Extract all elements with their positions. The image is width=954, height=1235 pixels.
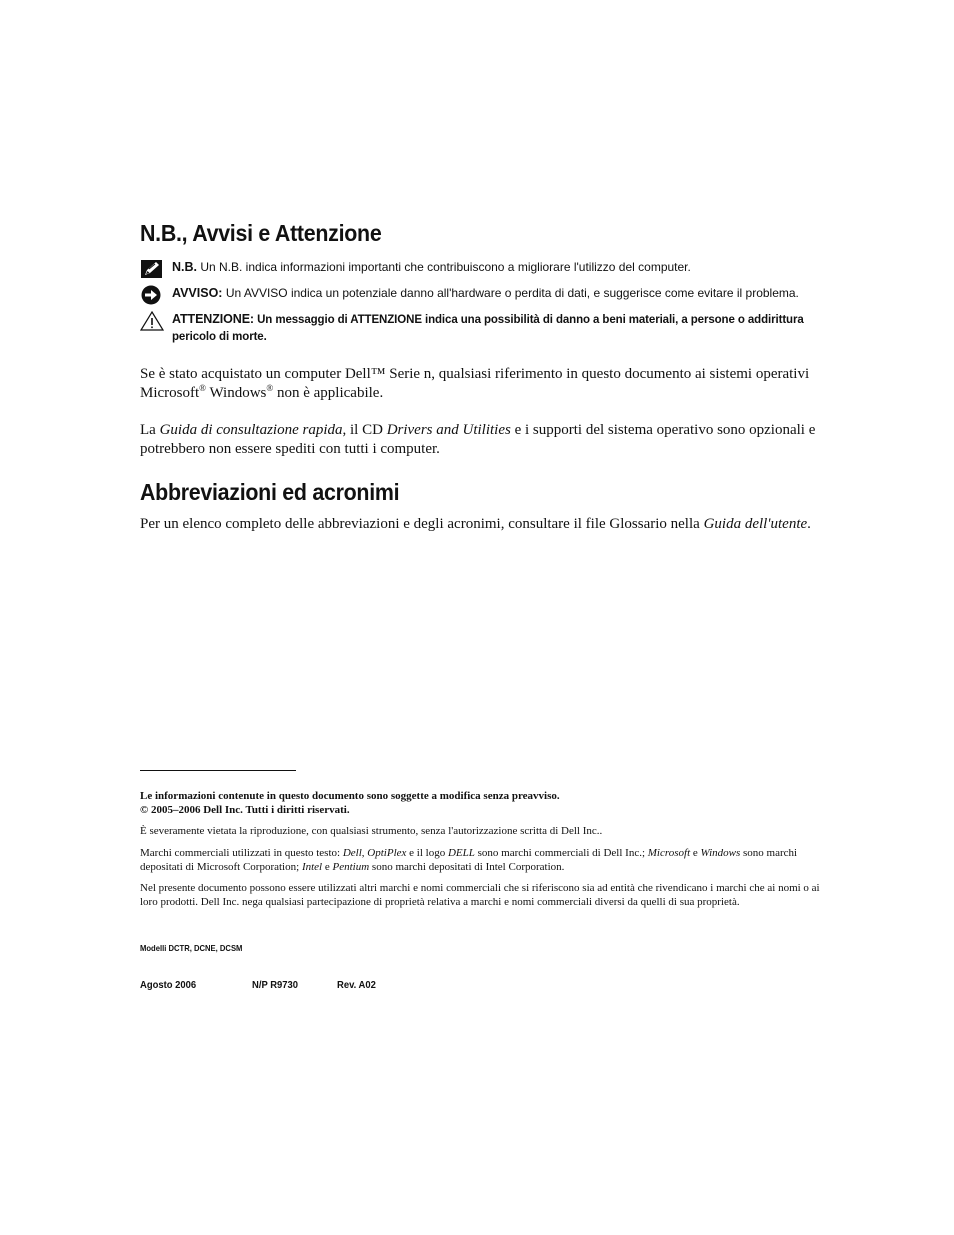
quick-reference-guide-title: Guida di consultazione rapida	[159, 422, 343, 438]
avviso-text: Un AVVISO indica un potenziale danno all'hardware o perdita di dati, e suggerisce come evitare il problema.	[222, 286, 799, 300]
user-guide-title: Guida dell'utente	[703, 516, 808, 532]
part-number: N/P R9730	[252, 979, 299, 991]
tm-text: sono marchi depositati di Intel Corporation.	[369, 861, 565, 873]
tm-text: e il logo	[406, 847, 448, 859]
nb-label: N.B.	[172, 260, 197, 274]
arrow-circle-icon	[140, 285, 164, 305]
other-trademarks-notice: Nel presente documento possono essere utilizzati altri marchi e nomi commerciali che si riferiscono sia ad entità che rivendicano i marchi che ai nomi o ai loro prodotti. Dell Inc. nega qualsiasi partecipazione di proprietà relativa a marchi e nomi commerciali diversi da quelli di sua proprietà.	[140, 882, 820, 908]
attenzione-text: Un messaggio di ATTENZIONE indica una possibilità di danno a beni materiali, a persone o addirittura pericolo di morte.	[172, 314, 804, 343]
tm-text: ,	[361, 847, 368, 859]
publication-date: Agosto 2006	[140, 979, 197, 991]
reproduction-notice: È severamente vietata la riproduzione, con qualsiasi strumento, senza l'autorizzazione scritta di Dell Inc..	[140, 825, 603, 837]
tm-text: Marchi commerciali utilizzati in questo testo:	[140, 847, 343, 859]
tm-text: e	[690, 847, 701, 859]
models-line: Modelli DCTR, DCNE, DCSM	[140, 943, 243, 953]
p2-text-b: , il CD	[342, 422, 387, 438]
registered-mark: ®	[199, 383, 207, 393]
trademarks-notice	[140, 846, 840, 874]
p1-text-b: Windows	[206, 385, 267, 401]
revision: Rev. A02	[337, 979, 376, 991]
info-line: Le informazioni contenute in questo documento sono soggette a modifica senza preavviso.	[140, 790, 560, 802]
warning-triangle-icon	[140, 311, 164, 331]
pencil-note-icon	[140, 259, 164, 279]
p3-text-b: .	[807, 516, 811, 532]
tm-microsoft: Microsoft	[647, 847, 691, 859]
p1-text-a: Se è stato acquistato un computer Dell™ Serie n, qualsiasi riferimento in questo documento ai sistemi operativi Microsoft	[140, 366, 810, 401]
nb-text: Un N.B. indica informazioni importanti che contribuiscono a migliorare l'utilizzo del computer.	[197, 260, 691, 274]
tm-optiplex: OptiPlex	[367, 847, 407, 859]
dell-n-series-paragraph	[140, 365, 840, 403]
tm-text: sono marchi commerciali di Dell Inc.;	[474, 847, 648, 859]
p2-text-c: e i supporti del sistema operativo sono opzionali e potrebbero non essere spediti con tutti i computer.	[140, 422, 816, 457]
footer-divider	[140, 770, 296, 771]
tm-text: sono marchi depositati di Microsoft Corporation;	[140, 847, 798, 873]
tm-dell: Dell	[342, 847, 362, 859]
drivers-utilities-title: Drivers and Utilities	[386, 422, 511, 438]
tm-pentium: Pentium	[332, 861, 370, 873]
tm-windows: Windows	[700, 847, 741, 859]
attenzione-label: ATTENZIONE:	[172, 312, 254, 326]
abbreviations-paragraph	[140, 515, 840, 534]
avviso-label: AVVISO:	[172, 286, 223, 300]
copyright-notice	[140, 789, 840, 817]
p3-text-a: Per un elenco completo delle abbreviazioni e degli acronimi, consultare il file Glossario nella	[140, 516, 704, 532]
notes-heading: N.B., Avvisi e Attenzione	[140, 220, 382, 246]
copyright-line: © 2005–2006 Dell Inc. Tutti i diritti riservati.	[140, 804, 350, 816]
tm-text: e	[322, 861, 333, 873]
tm-intel: Intel	[301, 861, 323, 873]
p1-text-c: non è applicabile.	[273, 385, 384, 401]
p2-text-a: La	[140, 422, 160, 438]
abbreviations-heading: Abbreviazioni ed acronimi	[140, 479, 400, 505]
optional-media-paragraph	[140, 421, 840, 459]
tm-dell-logo: DELL	[447, 847, 475, 859]
registered-mark: ®	[266, 383, 274, 393]
